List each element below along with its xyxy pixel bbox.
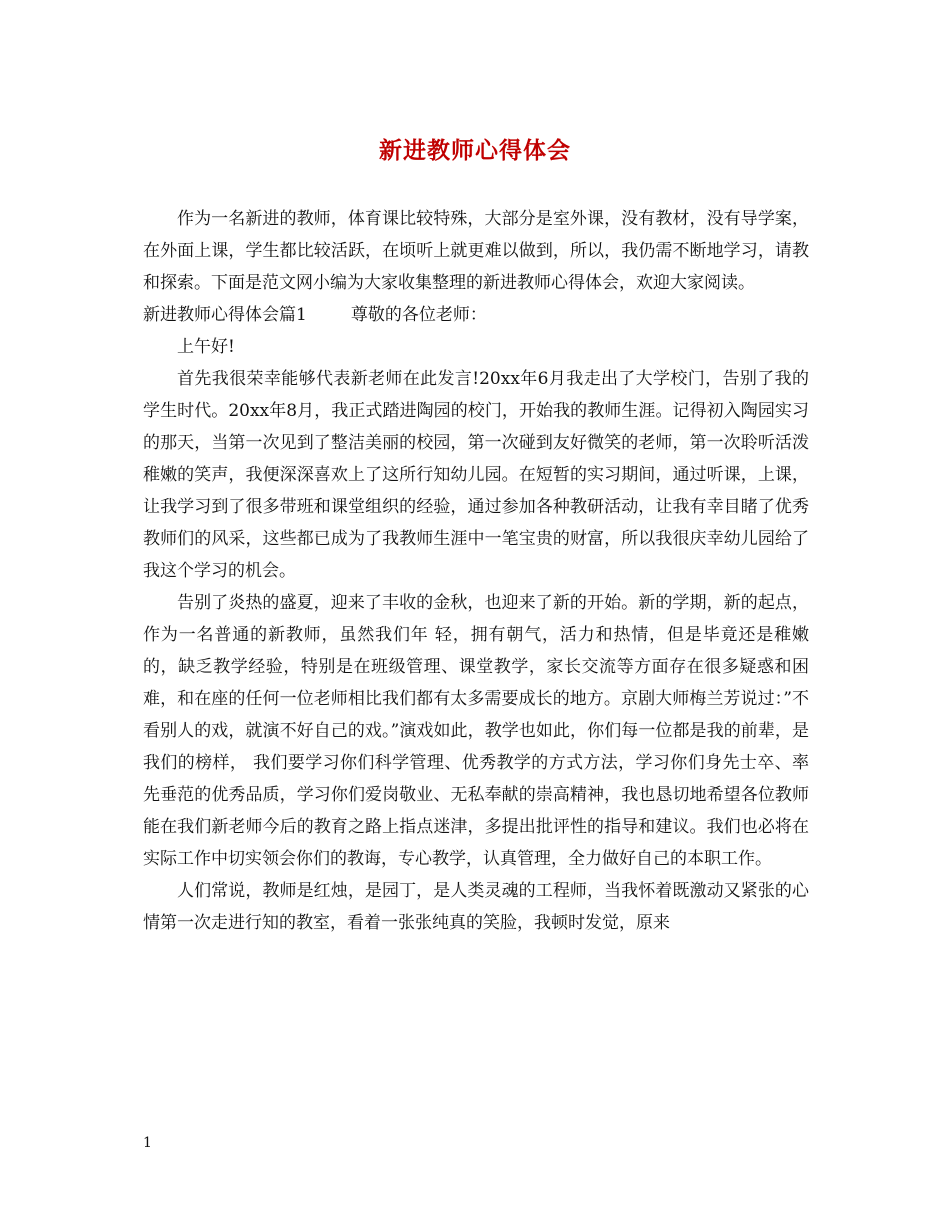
- body-paragraph-2: 告别了炎热的盛夏，迎来了丰收的金秋，也迎来了新的开始。新的学期，新的起点，作为一名普通的新教师，虽然我们年 轻，拥有朝气，活力和热情，但是毕竟还是稚嫩的，缺乏教学经验，特别是在班级管理、课堂教学，家长交流等方面存在很多疑惑和困难，和在座的任何一位老师相比我们都有太多需要成长的地方。京剧大师梅兰芳说过：”不看别人的戏，就演不好自己的戏。”演戏如此，教学也如此，你们每一位都是我的前辈，是我们的榜样， 我们要学习你们科学管理、优秀教学的方式方法，学习你们身先士卒、率先垂范的优秀品质，学习你们爱岗敬业、无私奉献的崇高精神，我也恳切地希望各位教师能在我们新老师今后的教育之路上指点迷津，多提出批评性的指导和建议。我们也必将在实际工作中切实领会你们的教诲，专心教学，认真管理，全力做好自己的本职工作。: [143, 593, 809, 869]
- section-heading: 新进教师心得体会篇1: [143, 305, 307, 325]
- body-paragraph-1: 首先我很荣幸能够代表新老师在此发言!20xx年6月我走出了大学校门，告别了我的学生时代。20xx年8月，我正式踏进陶园的校门，开始我的教师生涯。记得初入陶园实习的那天，当第一次见到了整洁美丽的校园，第一次碰到友好微笑的老师，第一次聆听活泼稚嫩的笑声，我便深深喜欢上了这所行知幼儿园。在短暂的实习期间，通过听课，上课，让我学习到了很多带班和课堂组织的经验，通过参加各种教研活动，让我有幸目睹了优秀教师们的风采，这些都已成为了我教师生涯中一笔宝贵的财富，所以我很庆幸幼儿园给了我这个学习的机会。: [143, 369, 809, 581]
- salutation: 尊敬的各位老师：: [350, 305, 487, 325]
- page-number: 1: [143, 1135, 152, 1151]
- document-title: 新进教师心得体会: [379, 137, 571, 164]
- greeting: 上午好!: [177, 337, 235, 357]
- body-paragraph-3: 人们常说，教师是红烛，是园丁，是人类灵魂的工程师，当我怀着既激动又紧张的心情第一次走进行知的教室，看着一张张纯真的笑脸，我顿时发觉，原来: [143, 881, 809, 933]
- intro-paragraph: 作为一名新进的教师，体育课比较特殊，大部分是室外课，没有教材，没有导学案，在外面上课，学生都比较活跃，在顷听上就更难以做到，所以，我仍需不断地学习，请教和探索。下面是范文网小编为大家收集整理的新进教师心得体会，欢迎大家阅读。: [143, 209, 809, 293]
- section-heading-line: [143, 299, 809, 331]
- document-body: [143, 203, 809, 939]
